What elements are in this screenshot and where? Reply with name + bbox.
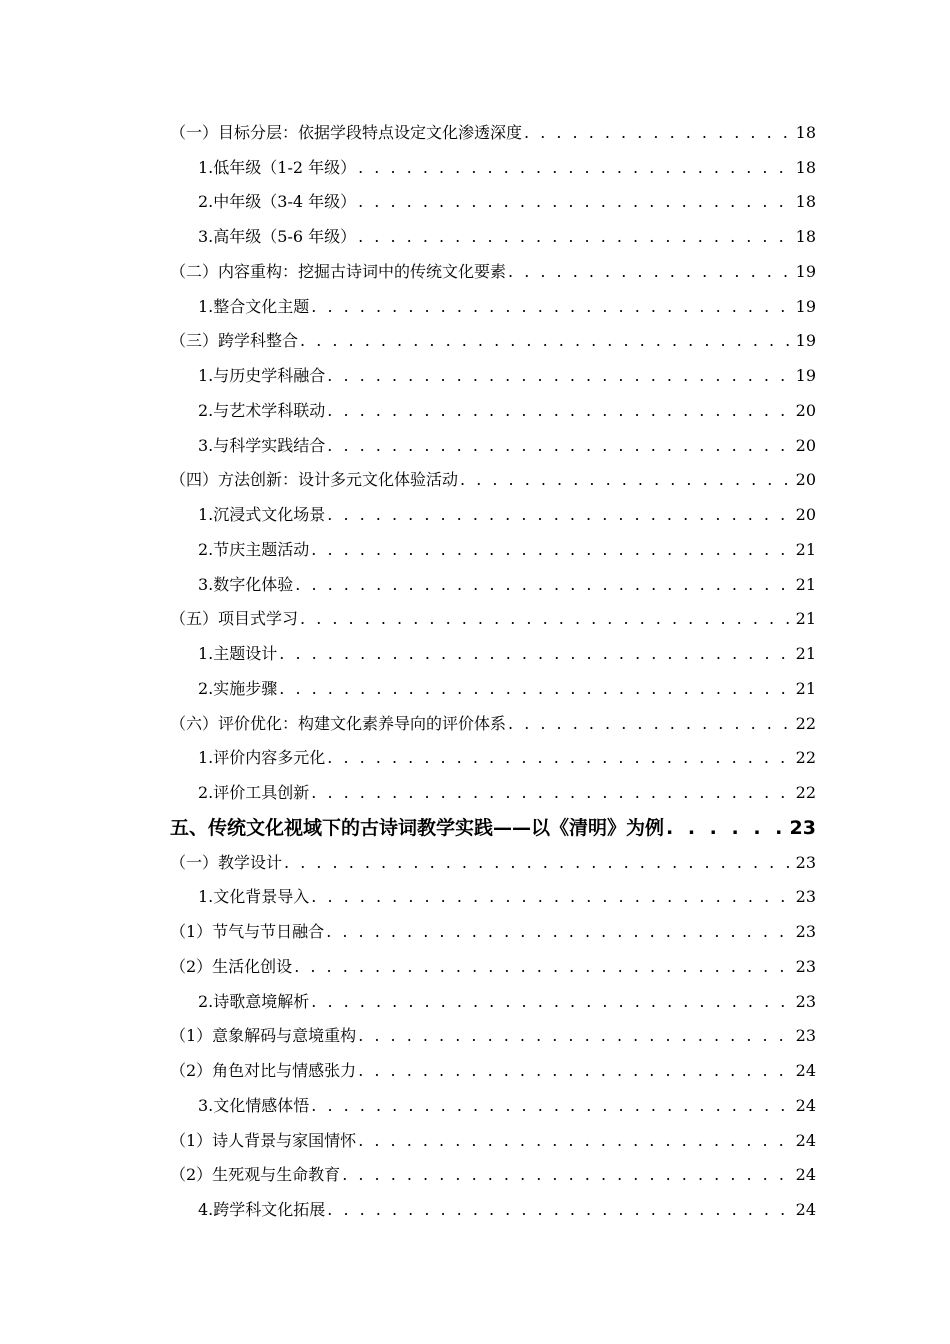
toc-dot-leader [295, 575, 793, 601]
toc-entry-title: 2.评价工具创新 [198, 783, 310, 802]
toc-dot-leader [284, 853, 794, 879]
toc-entry-title: 2.诗歌意境解析 [198, 991, 310, 1011]
toc-entry-page-number: 18 [795, 227, 816, 246]
toc-entry-title: （1）意象解码与意境重构 [170, 1026, 357, 1046]
toc-entry-title: 1.与历史学科融合 [198, 366, 326, 385]
toc-entry-title: 1.低年级（1-2 年级） [198, 157, 357, 177]
toc-entry-page-number: 23 [795, 922, 816, 941]
toc-dot-leader [294, 957, 793, 983]
toc-entry-page-number: 20 [795, 435, 816, 455]
toc-entry-page-number: 24 [795, 1095, 816, 1115]
toc-entry-title: 3.数字化体验 [198, 574, 294, 594]
toc-entry[interactable] [170, 1122, 816, 1157]
toc-dot-leader [508, 714, 794, 740]
toc-entry-page-number: 22 [795, 713, 816, 733]
toc-entry-title: 4.跨学科文化拓展 [198, 1200, 326, 1219]
toc-entry-title: （1）节气与节日融合 [170, 922, 325, 941]
toc-entry-title: （三）跨学科整合 [170, 331, 299, 351]
toc-entry[interactable] [170, 913, 816, 948]
toc-entry-page-number: 23 [795, 1026, 816, 1046]
toc-entry-title: 2.节庆主题活动 [198, 539, 310, 559]
toc-entry-title: 五、传统文化视域下的古诗词教学实践——以《清明》为例 [170, 816, 665, 839]
toc-entry[interactable] [170, 1052, 816, 1087]
toc-dot-leader [358, 1026, 793, 1052]
toc-entry-title: 2.与艺术学科联动 [198, 400, 326, 420]
toc-dot-leader [358, 1131, 793, 1157]
toc-entry[interactable] [170, 392, 816, 427]
toc-entry-page-number: 19 [795, 331, 816, 351]
toc-dot-leader [327, 436, 793, 462]
toc-dot-leader [524, 123, 794, 149]
toc-entry-title: 3.与科学实践结合 [198, 435, 326, 455]
toc-dot-leader [342, 1165, 793, 1191]
toc-dot-leader [358, 1061, 793, 1087]
toc-entry-page-number: 20 [795, 505, 816, 524]
toc-dot-leader [358, 158, 794, 184]
toc-entry-title: 2.中年级（3-4 年级） [198, 192, 357, 212]
toc-entry-page-number: 20 [795, 400, 816, 420]
toc-entry-page-number: 19 [795, 296, 816, 316]
toc-entry[interactable] [170, 427, 816, 462]
toc-entry-page-number: 24 [795, 1130, 816, 1150]
toc-dot-leader [311, 887, 793, 913]
toc-dot-leader [300, 331, 794, 357]
toc-dot-leader [311, 540, 793, 566]
toc-entry[interactable] [170, 670, 816, 705]
toc-entry[interactable] [170, 809, 816, 844]
toc-entry-page-number: 22 [795, 748, 816, 768]
toc-entry-title: （2）生死观与生命教育 [170, 1165, 341, 1185]
toc-entry-title: 1.主题设计 [198, 644, 278, 663]
toc-entry-page-number: 19 [795, 366, 816, 385]
toc-entry[interactable] [170, 1157, 816, 1192]
toc-entry-page-number: 24 [795, 1165, 816, 1185]
toc-dot-leader [311, 297, 793, 323]
toc-entry-page-number: 24 [795, 1200, 816, 1219]
toc-entry-page-number: 24 [795, 1061, 816, 1080]
toc-entry-title: （四）方法创新：设计多元文化体验活动 [170, 470, 459, 490]
toc-dot-leader [279, 644, 793, 670]
toc-entry-title: （一）教学设计 [170, 852, 283, 872]
toc-entry-page-number: 21 [795, 644, 816, 663]
toc-entry-title: （2）角色对比与情感张力 [170, 1061, 357, 1080]
toc-entry[interactable] [170, 705, 816, 740]
toc-entry-title: （五）项目式学习 [170, 609, 299, 629]
toc-entry-page-number: 21 [795, 678, 816, 698]
toc-entry[interactable] [170, 635, 816, 670]
toc-entry-page-number: 18 [795, 157, 816, 177]
toc-entry[interactable] [170, 531, 816, 566]
toc-entry-title: 3.高年级（5-6 年级） [198, 227, 357, 246]
toc-entry-page-number: 20 [795, 470, 816, 490]
toc-dot-leader [460, 470, 794, 496]
toc-entry[interactable] [170, 114, 816, 149]
toc-entry-title: 1.评价内容多元化 [198, 748, 326, 768]
toc-dot-leader [311, 992, 793, 1018]
toc-entry-page-number: 18 [795, 122, 816, 142]
toc-entry-title: 1.文化背景导入 [198, 887, 310, 907]
toc-dot-leader [358, 227, 794, 253]
toc-entry[interactable] [170, 357, 816, 392]
toc-entry-page-number: 23 [795, 852, 816, 872]
toc-entry-page-number: 23 [795, 887, 816, 907]
toc-dot-leader [326, 922, 793, 948]
toc-entry[interactable] [170, 983, 816, 1018]
toc-entry-title: 2.实施步骤 [198, 678, 278, 698]
toc-entry-title: （2）生活化创设 [170, 956, 293, 976]
toc-entry[interactable] [170, 844, 816, 879]
toc-entry[interactable] [170, 149, 816, 184]
toc-entry[interactable] [170, 566, 816, 601]
toc-entry-title: （一）目标分层：依据学段特点设定文化渗透深度 [170, 122, 523, 142]
toc-entry-page-number: 18 [795, 192, 816, 212]
toc-entry-page-number: 23 [795, 991, 816, 1011]
toc-dot-leader [279, 679, 793, 705]
toc-entry[interactable] [170, 1018, 816, 1053]
toc-entry[interactable] [170, 948, 816, 983]
toc-dot-leader [666, 818, 788, 844]
toc-entry[interactable] [170, 1087, 816, 1122]
toc-entry-title: （六）评价优化：构建文化素养导向的评价体系 [170, 713, 507, 733]
toc-dot-leader [327, 1200, 793, 1226]
toc-entry-page-number: 19 [795, 261, 816, 281]
toc-entry-page-number: 23 [789, 816, 816, 839]
table-of-contents [170, 114, 816, 1226]
toc-dot-leader [327, 401, 793, 427]
toc-entry-title: 1.沉浸式文化场景 [198, 505, 326, 524]
toc-entry[interactable] [170, 601, 816, 636]
toc-entry-title: （二）内容重构：挖掘古诗词中的传统文化要素 [170, 261, 507, 281]
toc-entry[interactable] [170, 253, 816, 288]
toc-dot-leader [508, 262, 794, 288]
toc-entry[interactable] [170, 462, 816, 497]
toc-dot-leader [300, 609, 794, 635]
toc-dot-leader [311, 1096, 793, 1122]
toc-entry[interactable] [170, 740, 816, 775]
toc-entry[interactable] [170, 774, 816, 809]
toc-entry-title: 1.整合文化主题 [198, 296, 310, 316]
toc-dot-leader [327, 366, 793, 392]
toc-entry-page-number: 22 [795, 783, 816, 802]
toc-dot-leader [327, 748, 793, 774]
toc-entry[interactable] [170, 879, 816, 914]
toc-entry[interactable] [170, 496, 816, 531]
toc-entry[interactable] [170, 323, 816, 358]
toc-entry[interactable] [170, 184, 816, 219]
toc-entry[interactable] [170, 218, 816, 253]
toc-entry-title: 3.文化情感体悟 [198, 1095, 310, 1115]
toc-entry[interactable] [170, 288, 816, 323]
toc-dot-leader [327, 505, 793, 531]
toc-entry-page-number: 21 [795, 609, 816, 629]
toc-entry-page-number: 21 [795, 574, 816, 594]
toc-entry[interactable] [170, 1191, 816, 1226]
toc-entry-page-number: 21 [795, 539, 816, 559]
toc-dot-leader [311, 783, 793, 809]
toc-entry-page-number: 23 [795, 956, 816, 976]
toc-dot-leader [358, 192, 794, 218]
toc-entry-title: （1）诗人背景与家国情怀 [170, 1130, 357, 1150]
